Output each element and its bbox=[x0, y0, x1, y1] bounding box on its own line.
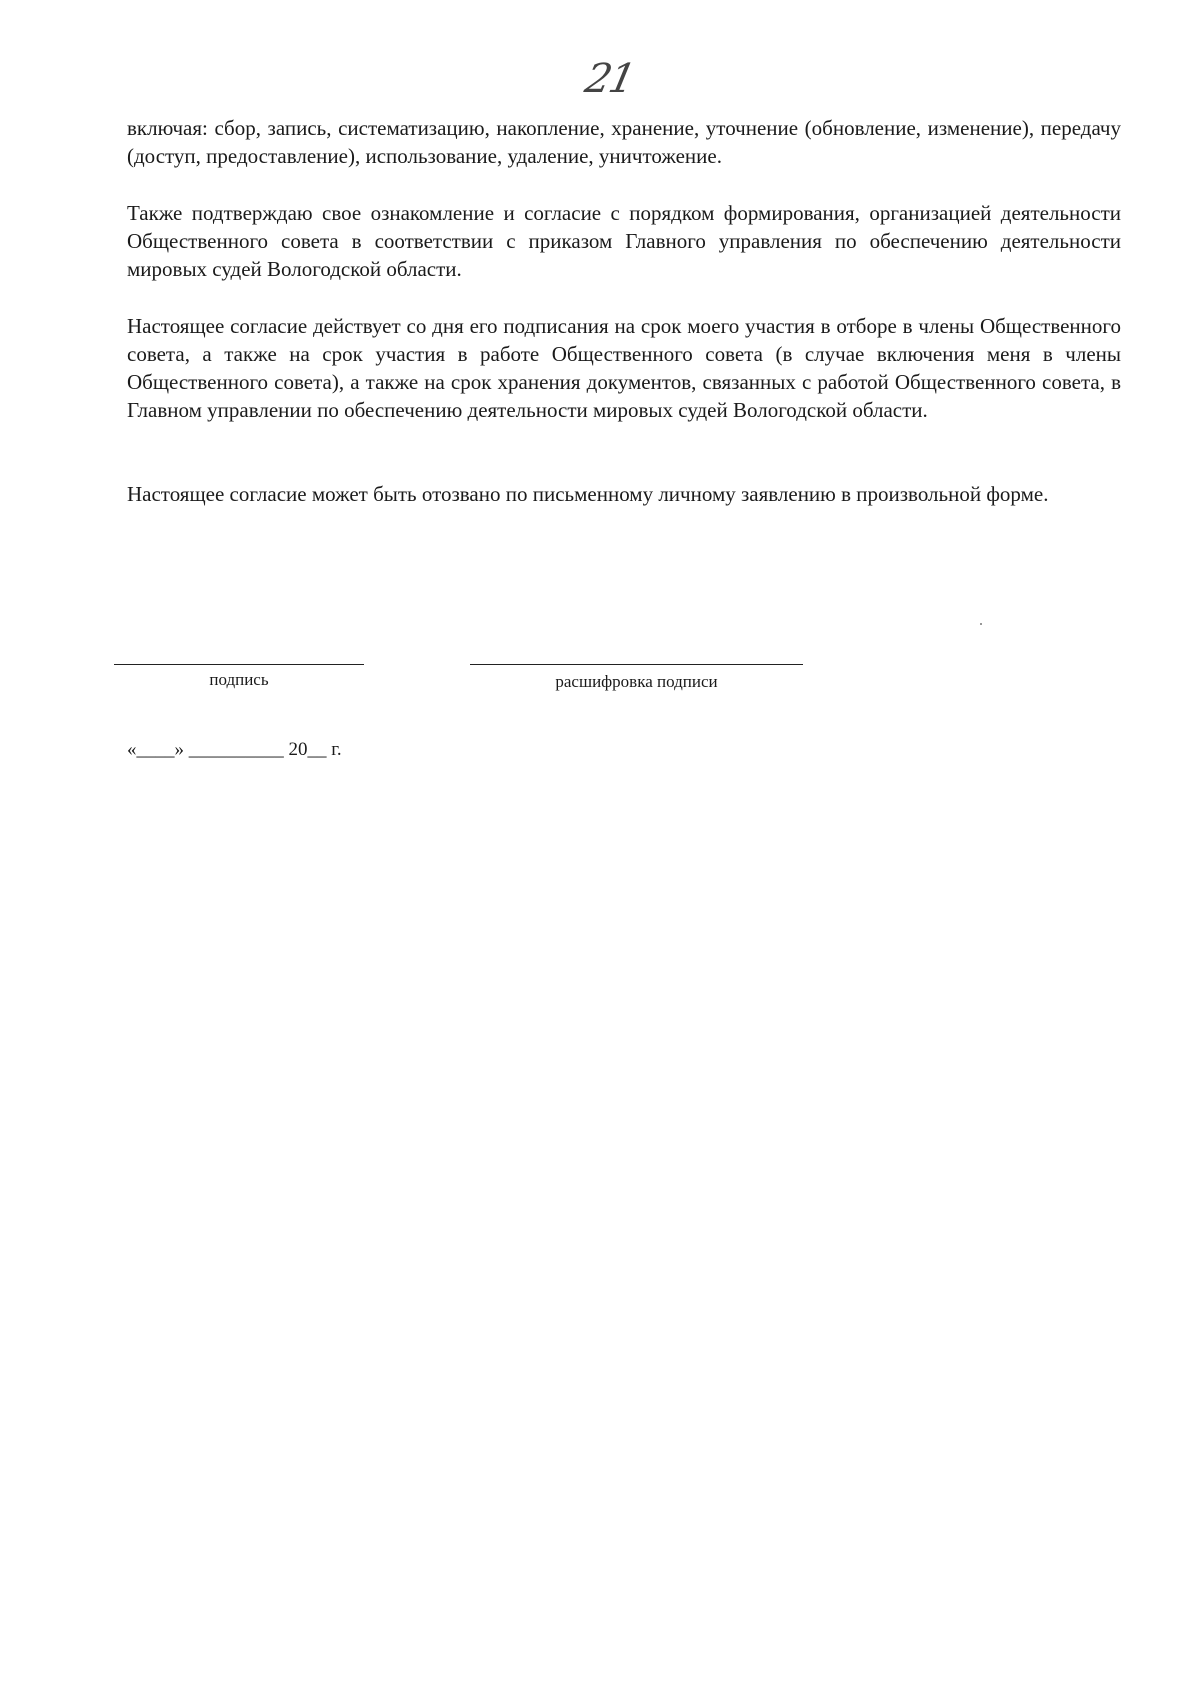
signature-line bbox=[114, 664, 364, 665]
paragraph-validity-term: Настоящее согласие действует со дня его подписания на срок моего участия в отборе в члены Общественного совета, а также на срок участия в работе Общественного совета (в случае включения меня в члены Общественного совета), а также на срок хранения документов, связанных с работой Общественного совета, в Главном управлении по обеспечению деятельности мировых судей Вологодской области. bbox=[127, 314, 1121, 422]
signature-decoding-line bbox=[470, 664, 803, 665]
paragraph-acknowledgement: Также подтверждаю свое ознакомление и согласие с порядком формирования, организацией деятельности Общественного совета в соответствии с приказом Главного управления по обеспечению деятельности мировых судей Вологодской области. bbox=[127, 201, 1121, 281]
date-line: «____» __________ 20__ г. bbox=[127, 739, 342, 760]
page-number: 21 bbox=[581, 56, 638, 102]
signature-caption: подпись bbox=[209, 670, 269, 689]
paragraph-revocation: Настоящее согласие может быть отозвано по письменному личному заявлению в произвольной форме. bbox=[127, 482, 1049, 506]
signature-decoding-caption: расшифровка подписи bbox=[555, 672, 718, 691]
scan-speck bbox=[980, 623, 982, 625]
paragraph-processing-list: включая: сбор, запись, систематизацию, накопление, хранение, уточнение (обновление, изменение), передачу (доступ, предоставление), использование, удаление, уничтожение. bbox=[127, 116, 1121, 168]
